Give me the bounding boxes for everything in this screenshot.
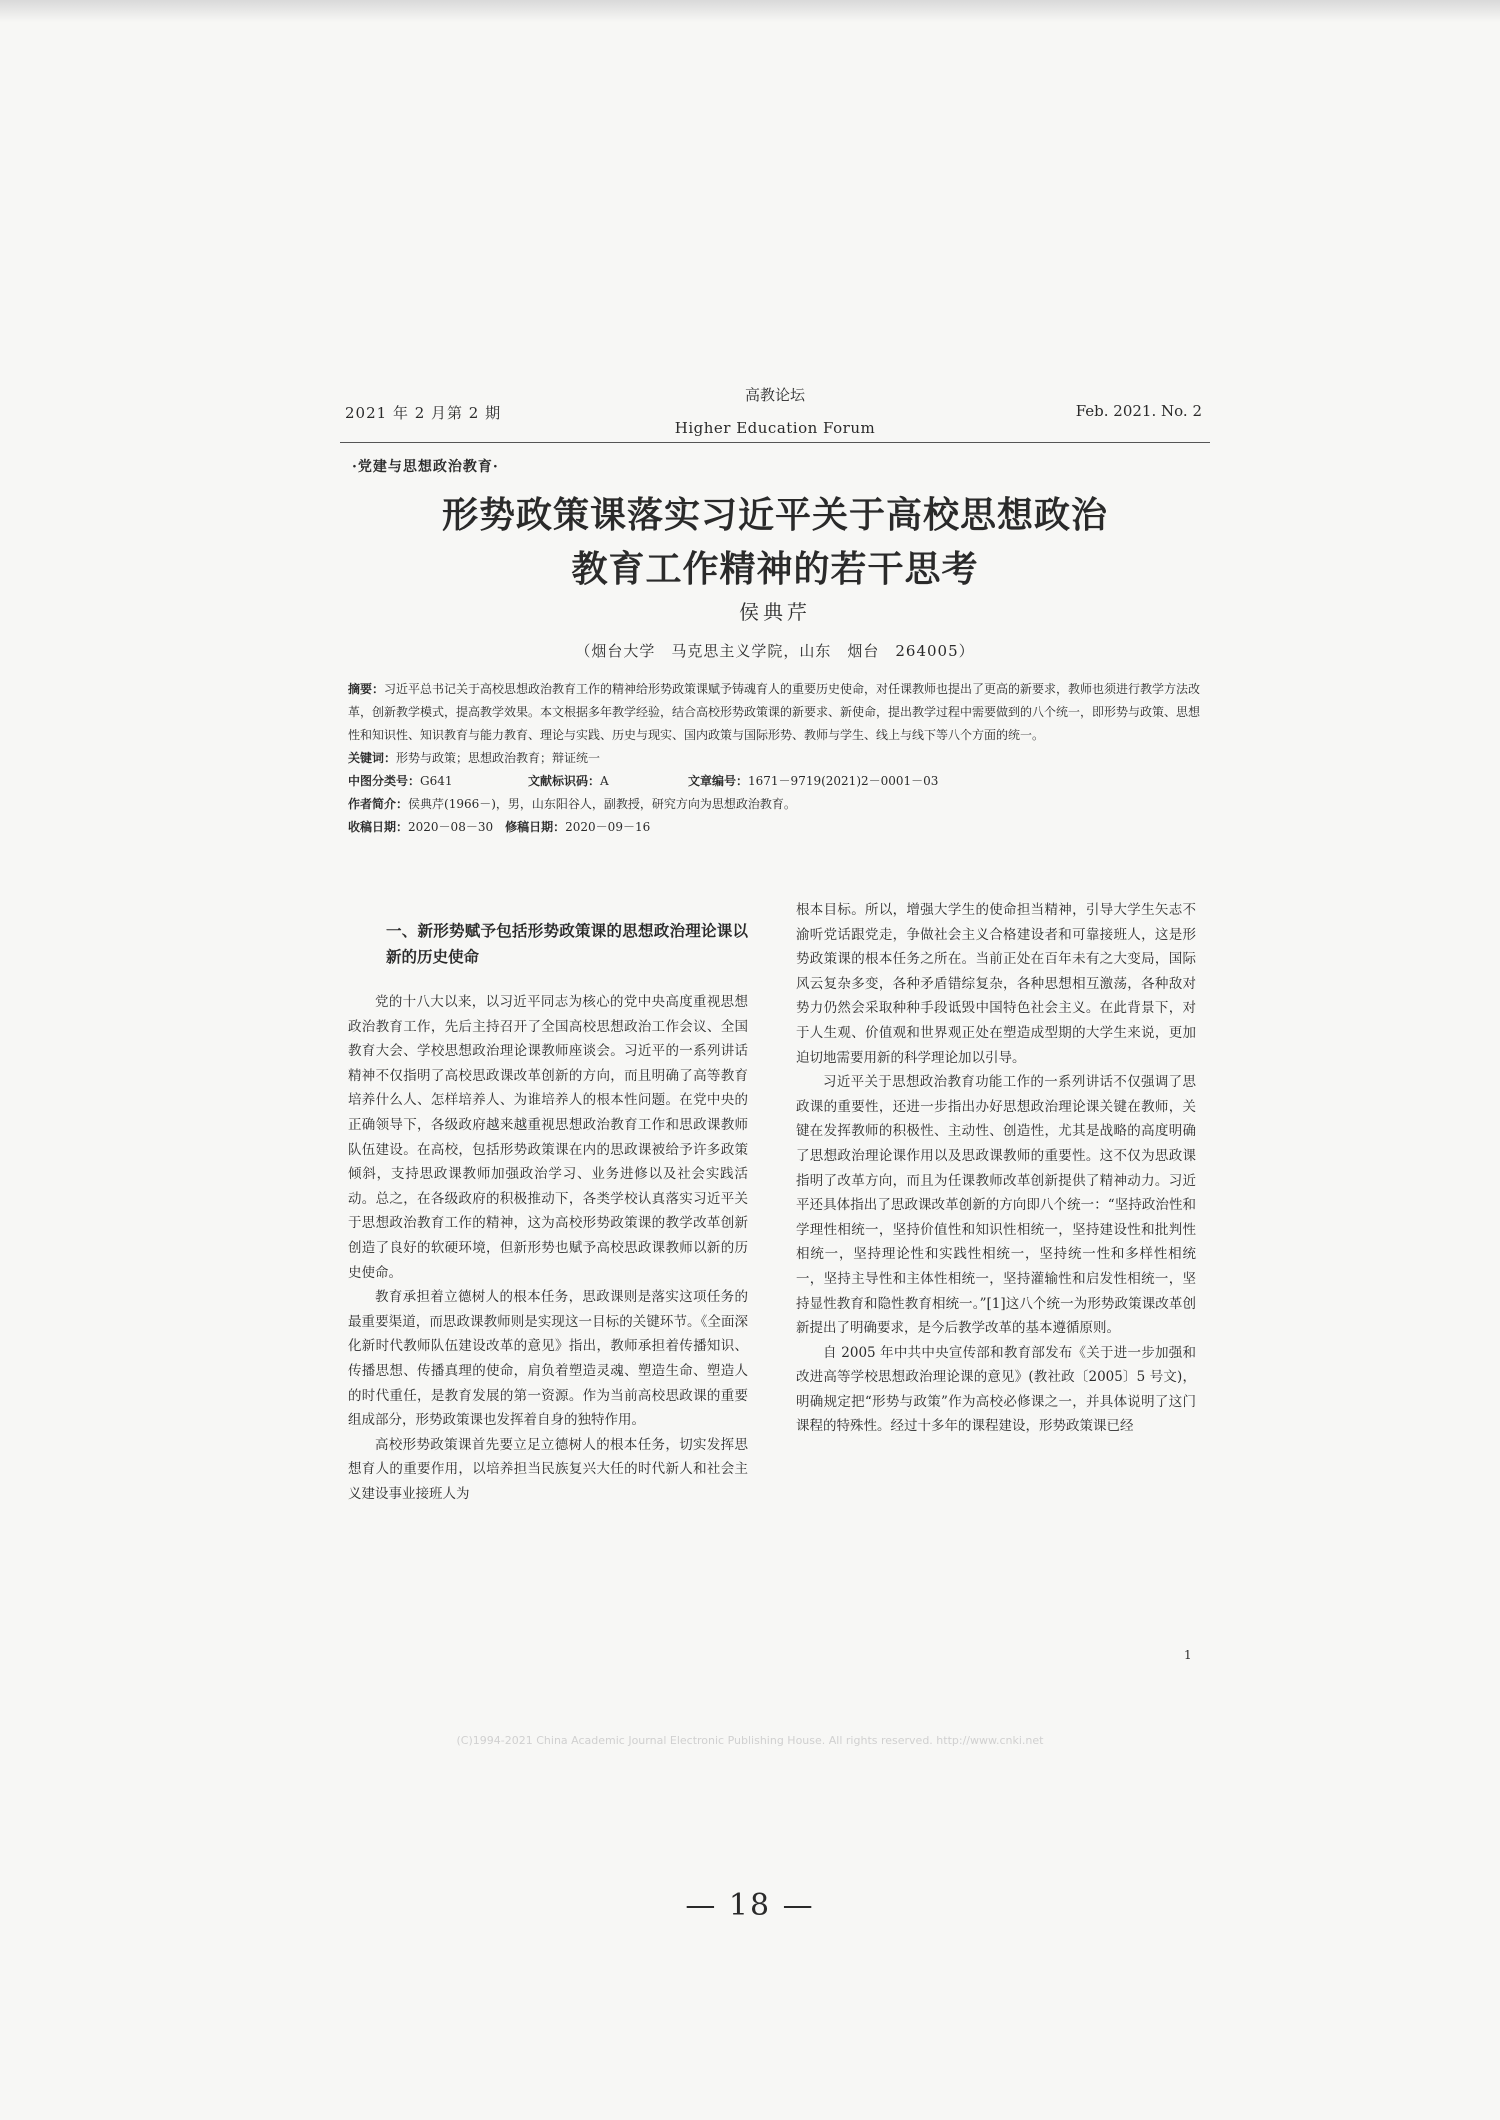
title-line-2: 教育工作精神的若干思考 — [571, 548, 979, 590]
journal-name-cn: 高教论坛 — [744, 386, 805, 404]
revised-date: 2020－09－16 — [565, 820, 651, 834]
column-tag: ·党建与思想政治教育· — [352, 459, 499, 475]
body-column-left — [348, 898, 748, 1506]
doc-code-text: A — [600, 774, 609, 788]
journal-name-en: Higher Education Forum — [674, 419, 876, 437]
keywords-text: 形势与政策；思想政治教育；辩证统一 — [396, 751, 601, 765]
paragraph: 高校形势政策课首先要立足立德树人的根本任务，切实发挥思想育人的重要作用，以培养担当民族复兴大任的时代新人和社会主义建设事业接班人为 — [348, 1436, 748, 1502]
section-1-title: 一、新形势赋予包括形势政策课的思想政治理论课以新的历史使命 — [386, 921, 748, 966]
keywords-label: 关键词： — [348, 751, 397, 765]
author-affiliation: （烟台大学 马克思主义学院，山东 烟台 264005） — [575, 642, 975, 660]
original-page-number: 1 — [1184, 1648, 1192, 1662]
clc-label: 中图分类号： — [348, 774, 421, 788]
clc-text: G641 — [420, 774, 453, 788]
bio-text: 侯典芹(1966－)，男，山东阳谷人，副教授，研究方向为思想政治教育。 — [408, 797, 796, 811]
dates-row — [348, 816, 1208, 839]
received-date: 2020－08－30 — [408, 820, 494, 834]
issue-date-cn: 2021 年 2 月第 2 期 — [345, 404, 502, 422]
page-number: — 18 — — [685, 1888, 815, 1923]
scan-edge-shadow — [0, 0, 1500, 22]
article-id-label: 文章编号： — [688, 774, 749, 788]
abstract-text: 习近平总书记关于高校思想政治教育工作的精神给形势政策课赋予铸魂育人的重要历史使命，对任课教师也提出了更高的新要求，教师也须进行教学方法改革，创新教学模式，提高教学效果。本文根据多年教学经验，结合高校形势政策课的新要求、新使命，提出教学过程中需要做到的八个统一，即形势与政策、思想性和知识性、知识教育与能力教育、理论与实践、历史与现实、国内政策与国际形势、教师与学生、线上与线下等八个方面的统一。 — [348, 682, 1201, 742]
abstract — [348, 678, 1208, 747]
classification-row — [348, 770, 1208, 793]
bio-label: 作者简介： — [348, 797, 409, 811]
issue-date-en: Feb. 2021. No. 2 — [1075, 402, 1202, 420]
article-id-text: 1671－9719(2021)2－0001－03 — [748, 774, 939, 788]
received-label: 收稿日期： — [348, 820, 409, 834]
author-name: 侯典芹 — [739, 600, 811, 624]
running-header — [340, 380, 1210, 443]
body-column-right — [796, 898, 1196, 1439]
doc-code-label: 文献标识码： — [528, 774, 601, 788]
revised-label: 修稿日期： — [505, 820, 566, 834]
author-bio — [348, 793, 1208, 816]
paragraph: 自 2005 年中共中央宣传部和教育部发布《关于进一步加强和改进高等学校思想政治理论课的意见》(教社政〔2005〕5 号文)，明确规定把“形势与政策”作为高校必修课之一，并具体说明了这门课程的特殊性。经过十多年的课程建设，形势政策课已经 — [796, 1344, 1196, 1435]
abstract-label: 摘要： — [348, 682, 385, 696]
paragraph: 党的十八大以来，以习近平同志为核心的党中央高度重视思想政治教育工作，先后主持召开了全国高校思想政治工作会议、全国教育大会、学校思想政治理论课教师座谈会。习近平的一系列讲话精神不仅指明了高校思政课改革创新的方向，而且明确了高等教育培养什么人、怎样培养人、为谁培养人的根本性问题。在党中央的正确领导下，各级政府越来越重视思想政治教育工作和思政课教师队伍建设。在高校，包括形势政策课在内的思政课被给予许多政策倾斜，支持思政课教师加强政治学习、业务进修以及社会实践活动。总之，在各级政府的积极推动下，各类学校认真落实习近平关于思想政治教育工作的精神，这为高校形势政策课的教学改革创新创造了良好的软硬环境，但新形势也赋予高校思政课教师以新的历史使命。 — [348, 994, 748, 1281]
paragraph: 根本目标。所以，增强大学生的使命担当精神，引导大学生矢志不渝听党话跟党走，争做社会主义合格建设者和可靠接班人，这是形势政策课的根本任务之所在。当前正处在百年未有之大变局，国际风云复杂多变，各种矛盾错综复杂，各种思想相互激荡，各种敌对势力仍然会采取种种手段诋毁中国特色社会主义。在此背景下，对于人生观、价值观和世界观正处在塑造成型期的大学生来说，更加迫切地需要用新的科学理论加以引导。 — [796, 902, 1196, 1066]
keywords — [348, 747, 1208, 770]
paragraph: 习近平关于思想政治教育功能工作的一系列讲话不仅强调了思政课的重要性，还进一步指出办好思想政治理论课关键在教师，关键在发挥教师的积极性、主动性、创造性，尤其是战略的高度明确了思想政治理论课作用以及思政课教师的重要性。这不仅为思政课指明了改革方向，而且为任课教师改革创新提供了精神动力。习近平还具体指出了思政课改革创新的方向即八个统一：“坚持政治性和学理性相统一，坚持价值性和知识性相统一，坚持建设性和批判性相统一，坚持理论性和实践性相统一，坚持统一性和多样性相统一，坚持主导性和主体性相统一，坚持灌输性和启发性相统一，坚持显性教育和隐性教育相统一。”[1]这八个统一为形势政策课改革创新提出了明确要求，是今后教学改革的基本遵循原则。 — [796, 1074, 1196, 1337]
copyright-watermark: (C)1994-2021 China Academic Journal Electronic Publishing House. All rights reserved. http://www.cnki.net — [456, 1734, 1044, 1747]
article-title — [340, 488, 1210, 596]
paragraph: 教育承担着立德树人的根本任务，思政课则是落实这项任务的最重要渠道，而思政课教师则是实现这一目标的关键环节。《全面深化新时代教师队伍建设改革的意见》指出，教师承担着传播知识、传播思想、传播真理的使命，肩负着塑造灵魂、塑造生命、塑造人的时代重任，是教育发展的第一资源。作为当前高校思政课的重要组成部分，形势政策课也发挥着自身的独特作用。 — [348, 1289, 748, 1429]
article-metadata — [348, 678, 1208, 839]
title-line-1: 形势政策课落实习近平关于高校思想政治 — [441, 494, 1108, 536]
